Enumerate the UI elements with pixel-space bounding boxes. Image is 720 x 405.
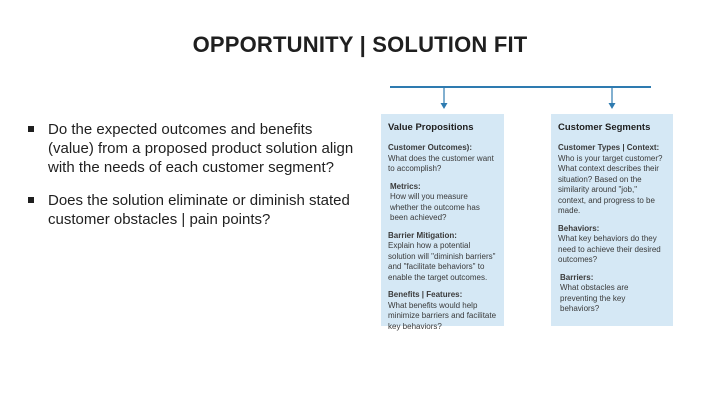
- section-label: Barrier Mitigation:: [388, 230, 457, 240]
- panel-section: [558, 143, 666, 217]
- section-text: How will you measure whether the outcome has been achieved?: [390, 192, 480, 222]
- section-label: Customer Types | Context:: [558, 143, 660, 152]
- arrow-down-icon: [609, 103, 616, 109]
- panel-heading: Value Propositions: [388, 122, 474, 133]
- section-text: What does the customer want to accomplish?: [388, 153, 494, 173]
- section-label: Benefits | Features:: [388, 290, 463, 299]
- section-text: What obstacles are preventing the key behaviors?: [560, 283, 629, 313]
- panel-section: [388, 182, 497, 224]
- section-label: Behaviors:: [558, 223, 600, 233]
- slide-title: OPPORTUNITY | SOLUTION FIT: [192, 32, 528, 57]
- panel-section: [388, 143, 497, 175]
- panel-section: [558, 273, 666, 315]
- bullet-text: Do the expected outcomes and benefits (value) from a proposed product solution align with the needs of each customer segment?: [48, 121, 354, 176]
- customer-segments-panel: [551, 114, 673, 326]
- panel-section: [388, 231, 497, 284]
- arrow-down-icon: [441, 103, 448, 109]
- panel-section: [388, 290, 497, 332]
- section-text: Explain how a potential solution will "diminish barriers" and "facilitate behaviors" to enable the target outcomes.: [388, 241, 496, 282]
- panel-heading: Customer Segments: [558, 122, 651, 133]
- bullet-text: Does the solution eliminate or diminish stated customer obstacles | pain points?: [48, 192, 350, 228]
- section-text: What benefits would help minimize barriers and facilitate key behaviors?: [388, 300, 497, 331]
- section-text: What key behaviors do they need to achieve their desired outcomes?: [558, 234, 661, 264]
- section-label: Customer Outcomes):: [388, 143, 473, 152]
- value-propositions-panel: [381, 114, 504, 331]
- section-label: Barriers:: [560, 272, 594, 282]
- section-label: Metrics:: [390, 181, 421, 191]
- panel-section: [558, 224, 666, 266]
- section-text: Who is your target customer? What context describes their situation? Based on the similarity around "job," context, and progress to be made.: [558, 153, 663, 215]
